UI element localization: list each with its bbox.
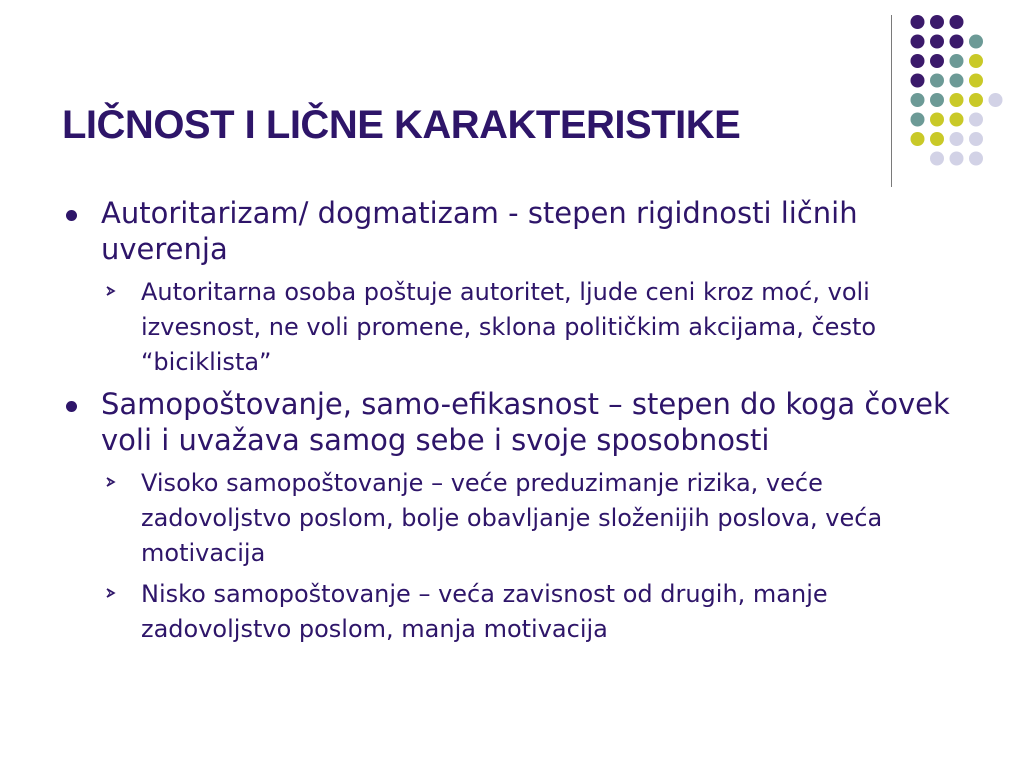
decorative-dot [911, 132, 925, 146]
bullet-dot-icon [66, 401, 77, 412]
decorative-dot [950, 132, 964, 146]
decorative-dot [950, 113, 964, 127]
decorative-dot [930, 113, 944, 127]
decorative-dot [950, 93, 964, 107]
decorative-dot [969, 54, 983, 68]
sub-bullet-item [60, 275, 980, 380]
decorative-dot [969, 152, 983, 166]
decorative-dot [969, 113, 983, 127]
decorative-dot [950, 54, 964, 68]
decorative-dot [989, 93, 1003, 107]
decorative-dot [930, 54, 944, 68]
decorative-dot [930, 93, 944, 107]
decorative-dot [930, 15, 944, 29]
slide-title: LIČNOST I LIČNE KARAKTERISTIKE [62, 103, 741, 147]
decorative-dot [911, 54, 925, 68]
decorative-dot [911, 74, 925, 88]
sub-bullet-text: Nisko samopoštovanje – veća zavisnost od drugih, manje zadovoljstvo poslom, manja motivacija [141, 580, 828, 643]
sub-bullet-item [60, 577, 980, 647]
bullet-item [60, 386, 980, 458]
decorative-dot [969, 74, 983, 88]
decorative-dot [950, 152, 964, 166]
bullet-dot-icon [66, 210, 77, 221]
sub-bullet-text: Visoko samopoštovanje – veće preduzimanje rizika, veće zadovoljstvo poslom, bolje obavljanje složenijih poslova, veća motivacija [141, 469, 883, 567]
decorative-dot [969, 93, 983, 107]
decorative-dot [950, 74, 964, 88]
chevron-arrow-icon [104, 475, 118, 489]
sub-bullet-text: Autoritarna osoba poštuje autoritet, ljude ceni kroz moć, voli izvesnost, ne voli promene, sklona političkim akcijama, često “biciklista” [141, 278, 877, 376]
decorative-dot [911, 93, 925, 107]
chevron-arrow-icon [104, 284, 118, 298]
decorative-dot [969, 35, 983, 49]
bullet-item [60, 195, 980, 267]
decorative-dot [911, 113, 925, 127]
decorative-dot [969, 132, 983, 146]
title-divider-line [891, 15, 892, 187]
chevron-arrow-icon [104, 586, 118, 600]
sub-bullet-item [60, 466, 980, 571]
decorative-dot [950, 35, 964, 49]
slide-body [60, 195, 980, 653]
decorative-dot [930, 35, 944, 49]
bullet-text: Samopoštovanje, samo-efikasnost – stepen do koga čovek voli i uvažava samog sebe i svoje sposobnosti [101, 387, 950, 457]
decorative-dot [930, 132, 944, 146]
decorative-dot [911, 15, 925, 29]
decorative-dot [911, 35, 925, 49]
decorative-dot [930, 152, 944, 166]
bullet-text: Autoritarizam/ dogmatizam - stepen rigidnosti ličnih uverenja [101, 196, 858, 266]
decorative-dot [950, 15, 964, 29]
decorative-dot [930, 74, 944, 88]
